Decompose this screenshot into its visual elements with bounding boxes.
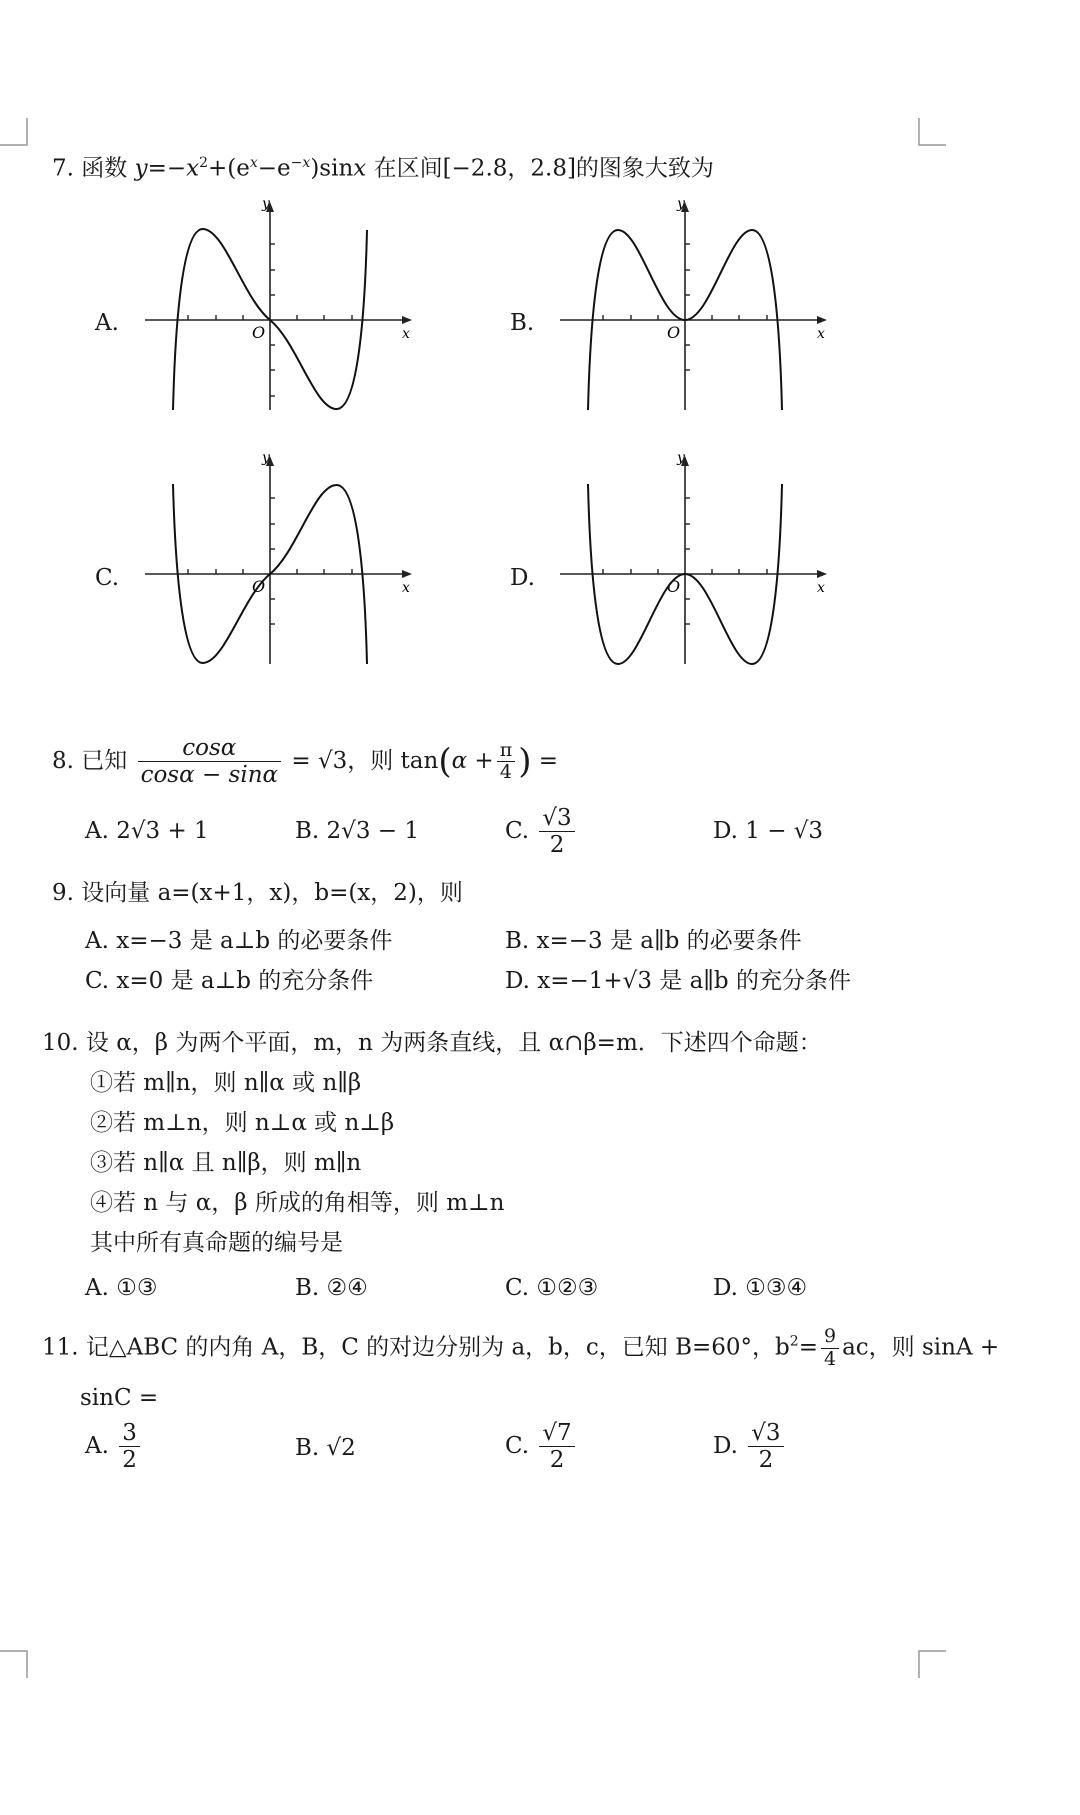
option-label: B. xyxy=(295,1275,320,1301)
q11-option-c xyxy=(505,1420,578,1474)
x-axis-arrow xyxy=(402,570,412,578)
q10-option-b xyxy=(295,1275,368,1303)
q8-pi: π xyxy=(497,740,516,763)
q11-stem-b: = xyxy=(798,1334,818,1361)
option-label: C. xyxy=(505,1275,530,1301)
option-label: D. xyxy=(713,818,738,844)
q11-option-a xyxy=(85,1420,143,1474)
option-text: x=−1+√3 是 a∥b 的充分条件 xyxy=(537,968,851,994)
question-8-stem: 8. 已知 $\frac{\cos\alpha}{\cos\alpha - \sin\alpha}$ = √3，则 tan(α + $\frac{\pi}{4}$ ) = xyxy=(52,735,559,789)
crop-mark-bottom-right xyxy=(918,1650,946,1678)
option-label: A. xyxy=(85,1432,109,1459)
q8-equals: = √3 xyxy=(291,747,348,774)
q7-formula-a: y=−x xyxy=(134,155,200,182)
q8-option-a xyxy=(85,818,209,846)
question-9-stem xyxy=(52,880,463,908)
q8-fraction-num: cosα xyxy=(138,735,281,762)
option-text: 2√3 − 1 xyxy=(326,818,419,844)
q11-fraction xyxy=(821,1326,839,1371)
q10-prop-1: ①若 m∥n，则 n∥α 或 n∥β xyxy=(90,1070,362,1096)
graph-d xyxy=(555,452,835,667)
crop-mark-bottom-left xyxy=(0,1650,28,1678)
x-label: x xyxy=(402,580,410,596)
option-fraction xyxy=(119,1420,140,1474)
fraction-num: 9 xyxy=(821,1326,839,1349)
option-label: C. xyxy=(505,1432,530,1459)
graph-a xyxy=(140,198,420,413)
option-fraction xyxy=(539,1420,574,1474)
q8-alpha-plus: α + xyxy=(451,747,494,774)
option-text: x=−3 是 a⊥b 的必要条件 xyxy=(116,928,393,954)
origin-label: O xyxy=(667,323,681,342)
option-label: C. xyxy=(505,817,530,844)
option-fraction xyxy=(748,1420,783,1474)
q9-stem-text: 设向量 a=(x+1，x)，b=(x，2)，则 xyxy=(81,880,463,906)
option-text: ①③ xyxy=(116,1275,158,1301)
option-text: ②④ xyxy=(326,1275,368,1301)
q7-formula-b: +(e xyxy=(208,155,250,182)
option-label: A. xyxy=(85,818,109,844)
q7-formula-c: −e xyxy=(257,155,291,182)
x-label: x xyxy=(402,326,410,342)
fraction-num: √3 xyxy=(539,805,574,832)
q7-formula-d: )sin xyxy=(310,155,354,182)
graph-c xyxy=(140,452,420,667)
option-text: √2 xyxy=(326,1435,356,1461)
option-label: A. xyxy=(85,928,109,954)
q8-fraction-den: cosα − sinα xyxy=(140,762,279,789)
q7-text-b: 在区间[−2.8，2.8]的图象大致为 xyxy=(373,155,714,182)
x-axis-arrow xyxy=(402,316,412,324)
y-label: y xyxy=(262,198,270,212)
q7-formula-e: x xyxy=(353,155,367,182)
q7-text-a: 函数 xyxy=(81,155,128,182)
option-label: A. xyxy=(85,1275,109,1301)
q11-option-d xyxy=(713,1420,787,1474)
q8-option-d xyxy=(713,818,823,846)
question-7-stem: 7. 函数 $y=-x^2+(e^x-e^{-x})\sin x$ 在区间[−2.8，2.8]的图象大致为 xyxy=(52,155,714,182)
fraction-den: 2 xyxy=(549,1447,565,1474)
y-label: y xyxy=(262,452,270,466)
q11-line2: sinC = xyxy=(80,1385,159,1411)
fraction-den: 4 xyxy=(823,1347,837,1370)
q11-option-b xyxy=(295,1435,356,1463)
option-text: x=−3 是 a∥b 的必要条件 xyxy=(536,928,802,954)
crop-mark-top-right xyxy=(918,118,946,146)
fraction-den: 2 xyxy=(122,1447,137,1474)
q10-prop-2: ②若 m⊥n，则 n⊥α 或 n⊥β xyxy=(90,1110,395,1136)
option-text: 2√3 + 1 xyxy=(116,818,209,844)
graph-a-label: A. xyxy=(95,310,119,336)
fraction-num: √3 xyxy=(748,1420,783,1447)
x-axis-arrow xyxy=(817,316,827,324)
q9-option-c xyxy=(85,968,373,996)
fraction-den: 2 xyxy=(549,832,565,859)
option-label: D. xyxy=(505,968,530,994)
fraction-num: 3 xyxy=(119,1420,140,1447)
x-label: x xyxy=(817,326,825,342)
q8-option-c-fraction xyxy=(539,805,574,859)
option-text: 1 − √3 xyxy=(745,818,824,844)
q10-ask: 其中所有真命题的编号是 xyxy=(90,1230,343,1256)
option-label: B. xyxy=(295,818,320,844)
x-axis-arrow xyxy=(817,570,827,578)
q8-middle: ，则 tan xyxy=(347,747,439,774)
x-label: x xyxy=(817,580,825,596)
q8-pi-fraction xyxy=(497,740,516,785)
option-text: x=0 是 a⊥b 的充分条件 xyxy=(116,968,374,994)
graph-d-label: D. xyxy=(510,565,535,591)
fraction-num: √7 xyxy=(539,1420,574,1447)
q8-tail: = xyxy=(538,747,559,774)
q8-option-c xyxy=(505,805,578,859)
option-label: D. xyxy=(713,1432,738,1459)
crop-mark-top-left xyxy=(0,118,28,146)
q10-stem-text: 设 α，β 为两个平面，m，n 为两条直线，且 α∩β=m．下述四个命题： xyxy=(85,1030,822,1056)
question-number: 11. xyxy=(42,1334,79,1361)
q8-prefix: 已知 xyxy=(81,747,128,774)
q8-option-b xyxy=(295,818,419,846)
y-label: y xyxy=(677,198,685,212)
graph-b-label: B. xyxy=(510,310,535,336)
q10-prop-4: ④若 n 与 α，β 所成的角相等，则 m⊥n xyxy=(90,1190,505,1216)
option-text: ①③④ xyxy=(745,1275,808,1301)
question-10-stem xyxy=(42,1030,822,1058)
graph-b xyxy=(555,198,835,413)
graph-c-label: C. xyxy=(95,565,120,591)
q10-option-c xyxy=(505,1275,598,1303)
option-label: D. xyxy=(713,1275,738,1301)
q11-stem-a: 记△ABC 的内角 A，B，C 的对边分别为 a，b，c，已知 B=60°，b xyxy=(85,1334,790,1361)
q8-four: 4 xyxy=(499,761,513,784)
q9-option-a xyxy=(85,928,392,956)
option-label: C. xyxy=(85,968,110,994)
q9-option-d xyxy=(505,968,851,996)
question-number: 8. xyxy=(52,747,74,774)
question-11-stem: 11. 记△ABC 的内角 A，B，C 的对边分别为 a，b，c，已知 B=60°，$b^2=$ $\frac{9}{4}$ ac，则 sinA + xyxy=(42,1325,1000,1370)
question-number: 10. xyxy=(42,1030,79,1056)
option-label: B. xyxy=(505,928,530,954)
question-number: 9. xyxy=(52,880,74,906)
q10-prop-3: ③若 n∥α 且 n∥β，则 m∥n xyxy=(90,1150,362,1176)
origin-label: O xyxy=(252,577,266,596)
q8-fraction xyxy=(138,735,281,789)
q9-option-b xyxy=(505,928,802,956)
q10-option-a xyxy=(85,1275,157,1303)
fraction-den: 2 xyxy=(758,1447,774,1474)
option-text: ①②③ xyxy=(536,1275,599,1301)
y-label: y xyxy=(677,452,685,466)
question-number: 7. xyxy=(52,155,74,182)
q11-stem-c: ac，则 sinA + xyxy=(842,1334,1000,1361)
option-label: B. xyxy=(295,1435,320,1461)
q10-option-d xyxy=(713,1275,807,1303)
origin-label: O xyxy=(667,577,681,596)
origin-label: O xyxy=(252,323,266,342)
